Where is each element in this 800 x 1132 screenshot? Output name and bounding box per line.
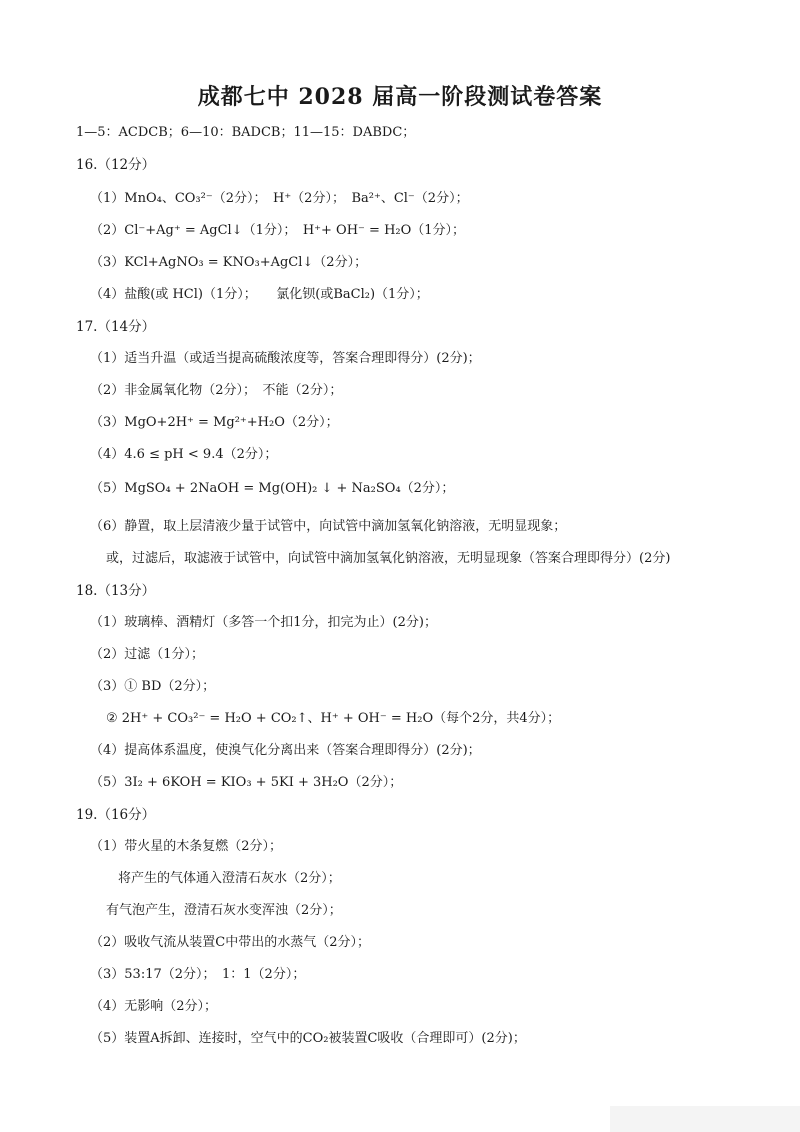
question-heading-17: 17.（14分） (76, 319, 156, 335)
answer-line-18-5: （5）3I₂ + 6KOH = KIO₃ + 5KI + 3H₂O（2分）； (90, 775, 403, 790)
page-title: 成都七中 2028 届高一阶段测试卷答案 (197, 84, 603, 110)
answer-line-19-1-c: 有气泡产生，澄清石灰水变浑浊（2分）； (106, 903, 342, 918)
answer-line-18-3-2: ② 2H⁺ + CO₃²⁻ = H₂O + CO₂↑、H⁺ + OH⁻ = H₂O（每个2分，共4分）； (106, 711, 561, 726)
answer-line-18-2: （2）过滤（1分）； (90, 647, 205, 662)
question-heading-18: 18.（13分） (76, 583, 156, 599)
answer-line-18-3: （3）① BD（2分）； (90, 679, 216, 694)
question-heading-19: 19.（16分） (76, 807, 156, 823)
answer-line-19-4: （4）无影响（2分）； (90, 999, 218, 1014)
answer-line-mc: 1—5：ACDCB；6—10：BADCB；11—15：DABDC； (76, 125, 416, 140)
answer-line-17-6-alt: 或，过滤后，取滤液于试管中，向试管中滴加氢氧化钠溶液，无明显现象（答案合理即得分）(2分) (106, 551, 671, 566)
answer-line-19-1-b: 将产生的气体通入澄清石灰水（2分）； (118, 871, 341, 886)
answer-line-19-3: （3）53:17（2分）； 1：1（2分）； (90, 967, 306, 982)
answer-line-19-1: （1）带火星的木条复燃（2分）； (90, 839, 283, 854)
answer-line-16-3: （3）KCl+AgNO₃ = KNO₃+AgCl↓（2分）； (90, 255, 368, 270)
answer-line-17-2: （2）非金属氧化物（2分）； 不能（2分）； (90, 383, 343, 398)
answer-line-17-5: （5）MgSO₄ + 2NaOH = Mg(OH)₂ ↓ + Na₂SO₄（2分）； (90, 481, 455, 496)
answer-line-17-3: （3）MgO+2H⁺ = Mg²⁺+H₂O（2分）； (90, 415, 339, 430)
question-heading-16: 16.（12分） (76, 157, 156, 173)
corner-shade (610, 1106, 800, 1132)
answer-line-17-6: （6）静置，取上层清液少量于试管中，向试管中滴加氢氧化钠溶液，无明显现象； (90, 519, 567, 534)
answer-line-19-5: （5）装置A拆卸、连接时，空气中的CO₂被装置C吸收（合理即可）(2分)； (90, 1031, 526, 1046)
answer-line-17-1: （1）适当升温（或适当提高硫酸浓度等，答案合理即得分）(2分)； (90, 351, 481, 366)
answer-line-16-2: （2）Cl⁻+Ag⁺ = AgCl↓（1分）； H⁺+ OH⁻ = H₂O（1分）； (90, 223, 466, 238)
answer-line-17-4: （4）4.6 ≤ pH < 9.4（2分）； (90, 447, 278, 462)
answer-line-18-1: （1）玻璃棒、酒精灯（多答一个扣1分，扣完为止）(2分)； (90, 615, 437, 630)
answer-line-16-1: （1）MnO₄、CO₃²⁻（2分）； H⁺（2分）； Ba²⁺、Cl⁻（2分）； (90, 191, 469, 206)
answer-line-18-4: （4）提高体系温度，使溴气化分离出来（答案合理即得分）(2分)； (90, 743, 481, 758)
answer-line-16-4: （4）盐酸(或 HCl)（1分）； 氯化钡(或BaCl₂)（1分）； (90, 287, 429, 302)
answer-line-19-2: （2）吸收气流从装置C中带出的水蒸气（2分）； (90, 935, 370, 950)
